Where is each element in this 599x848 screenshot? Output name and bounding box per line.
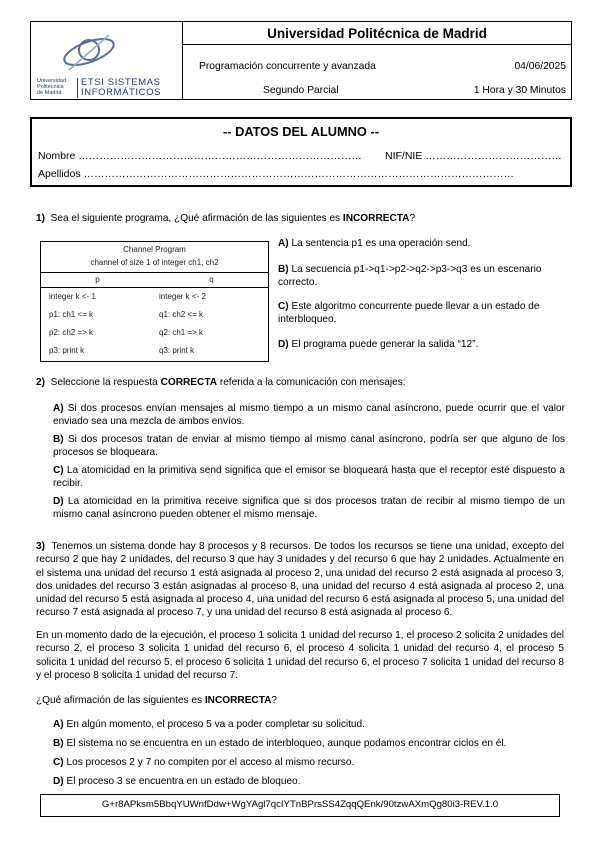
nif-label: NIF/NIE [385, 150, 423, 162]
q1-option-d[interactable]: D) El programa puede generar la salida “12”. [278, 339, 479, 350]
upm-logo-text: Universidad Politécnica de Madrid [37, 78, 67, 96]
question-3-requests: En un momento dado de la ejecución, el proceso 1 solicita 1 unidad del recurso 1, el proceso 2 solicita 2 unidades del recurso 2, el proceso 3 solicita 1 unidad del recurso 6, el proceso 4 solicita 1 unidad del recurso 4, el proceso 5 solicita 1 unidad del recurso 5, el proceso 6 solicita 1 unidad del recurso 6, el proceso 7 solicita 1 unidad del recurso 8 y el proceso 8 solicita 1 unidad del recurso 7. [36, 630, 564, 681]
program-rule-1 [41, 272, 268, 273]
upm-logo-icon [59, 30, 119, 76]
exam-code-footer: G+r8APksm5BbqYUWnfDdw+WgYAgl7qcIYTnBPrsSS4ZqqQEnk/90tzwAXmQg80i3-REV.1.0 [40, 794, 560, 817]
program-rule-2 [41, 287, 268, 288]
exam-date: 04/06/2025 [514, 61, 566, 72]
q2-option-d[interactable]: D) La atomicidad en la primitiva receive significa que si dos procesos tratan de recibir al mismo tiempo de un mismo canal asíncrono pueden obtener el mismo mensaje. [53, 496, 565, 521]
q2-option-c[interactable]: C) La atomicidad en la primitiva send significa que el emisor se bloqueará hasta que el receptor esté dispuesto a recibir. [53, 465, 565, 490]
apellidos-label: Apellidos [38, 168, 81, 180]
q-line-0: integer k <- 2 [159, 292, 206, 301]
student-data-box [30, 117, 572, 187]
q-line-2: q2: ch1 => k [159, 328, 204, 337]
apellidos-field[interactable] [38, 168, 514, 180]
nombre-field[interactable] [38, 150, 362, 162]
program-title: Channel Program [123, 245, 186, 254]
exam-duration: 1 Hora y 30 Minutos [473, 85, 566, 96]
header-divider [183, 44, 571, 45]
q1-option-b[interactable]: B) La secuencia p1->q1->p2->q2->p3->q3 es un escenario correcto. [278, 264, 542, 289]
q-line-1: q1: ch2 <= k [159, 310, 204, 319]
student-data-title: -- DATOS DEL ALUMNO -- [223, 124, 379, 139]
q2-option-a[interactable]: A) Si dos procesos envían mensajes al mismo tiempo a un mismo canal asíncrono, puede ocurrir que el valor enviado sea una mezcla de ambos envíos. [53, 403, 565, 428]
question-3-prompt: ¿Qué afirmación de las siguientes es INCORRECTA? [36, 695, 278, 706]
question-2-prompt: 2) Seleccione la respuesta CORRECTA referida a la comunicación con mensajes: [36, 377, 406, 388]
nombre-dots: ……………………………………………………………………… [78, 150, 362, 162]
q-line-3: q3: print k [159, 346, 195, 355]
p-line-1: p1: ch1 <= k [49, 310, 94, 319]
nif-dots: ………………………………… [425, 150, 562, 162]
p-line-0: integer k <- 1 [49, 292, 96, 301]
logo-divider [77, 78, 78, 98]
q3-option-a[interactable]: A) En algún momento, el proceso 5 va a poder completar su solicitud. [53, 719, 365, 730]
program-declaration: channel of size 1 of integer ch1, ch2 [90, 258, 219, 267]
q1-option-a[interactable]: A) La sentencia p1 es una operación send. [278, 238, 471, 249]
nif-field[interactable] [385, 150, 562, 162]
p-line-2: p2: ch2 => k [49, 328, 94, 337]
q3-option-d[interactable]: D) El proceso 3 se encuentra en un estado de bloqueo. [53, 776, 301, 787]
question-3-statement: 3) Tenemos un sistema donde hay 8 procesos y 8 recursos. De todos los recursos se tiene una unidad, excepto del recurso 2 que hay 2 unidades, del recurso 3 que hay 3 unidades y del recurso 6 que hay 2 unidades. Actualmente en el sistema una unidad del recurso 1 está asignada al proceso 2, una unidad del recurso 2 está asignada al proceso 3, dos unidades del recurso 3 están asignadas al proceso 8, una unidad del recurso 4 está asignada al proceso 2, una unidad del recurso 5 está asignada al proceso 4, una unidad del recurso 6 está asignada al proceso 5, una unidad del recurso 7 está asignada al proceso 7, y una unidad del recurso 8 está asignada al proceso 6. [36, 541, 564, 619]
university-title: Universidad Politécnica de Madrid [267, 26, 487, 41]
exam-name: Segundo Parcial [263, 85, 339, 96]
etsi-logo-text: ETSI SISTEMAS INFORMÁTICOS [81, 77, 162, 98]
q2-option-b[interactable]: B) Si dos procesos tratan de enviar al mismo tiempo al mismo canal asíncrono, podría ser que alguno de los procesos se bloqueara. [53, 434, 565, 459]
apellidos-dots: …………………………………………………………………………………………………………… [83, 168, 515, 180]
course-name: Programación concurrente y avanzada [199, 61, 376, 72]
logo-area [31, 22, 183, 99]
exam-header [30, 21, 572, 100]
process-q-header: q [209, 275, 214, 284]
process-p-header: p [95, 275, 100, 284]
channel-program-table [40, 241, 269, 362]
nombre-label: Nombre [38, 150, 76, 162]
q3-option-c[interactable]: C) Los procesos 2 y 7 no compiten por el acceso al mismo recurso. [53, 757, 355, 768]
question-1-prompt: 1) Sea el siguiente programa, ¿Qué afirmación de las siguientes es INCORRECTA? [36, 213, 416, 224]
q1-option-c[interactable]: C) Este algoritmo concurrente puede llevar a un estado de interbloqueo. [278, 301, 540, 326]
p-line-3: p3: print k [49, 346, 85, 355]
q3-option-b[interactable]: B) El sistema no se encuentra en un estado de interbloqueo, aunque podamos encontrar ciclos en él. [53, 738, 507, 749]
